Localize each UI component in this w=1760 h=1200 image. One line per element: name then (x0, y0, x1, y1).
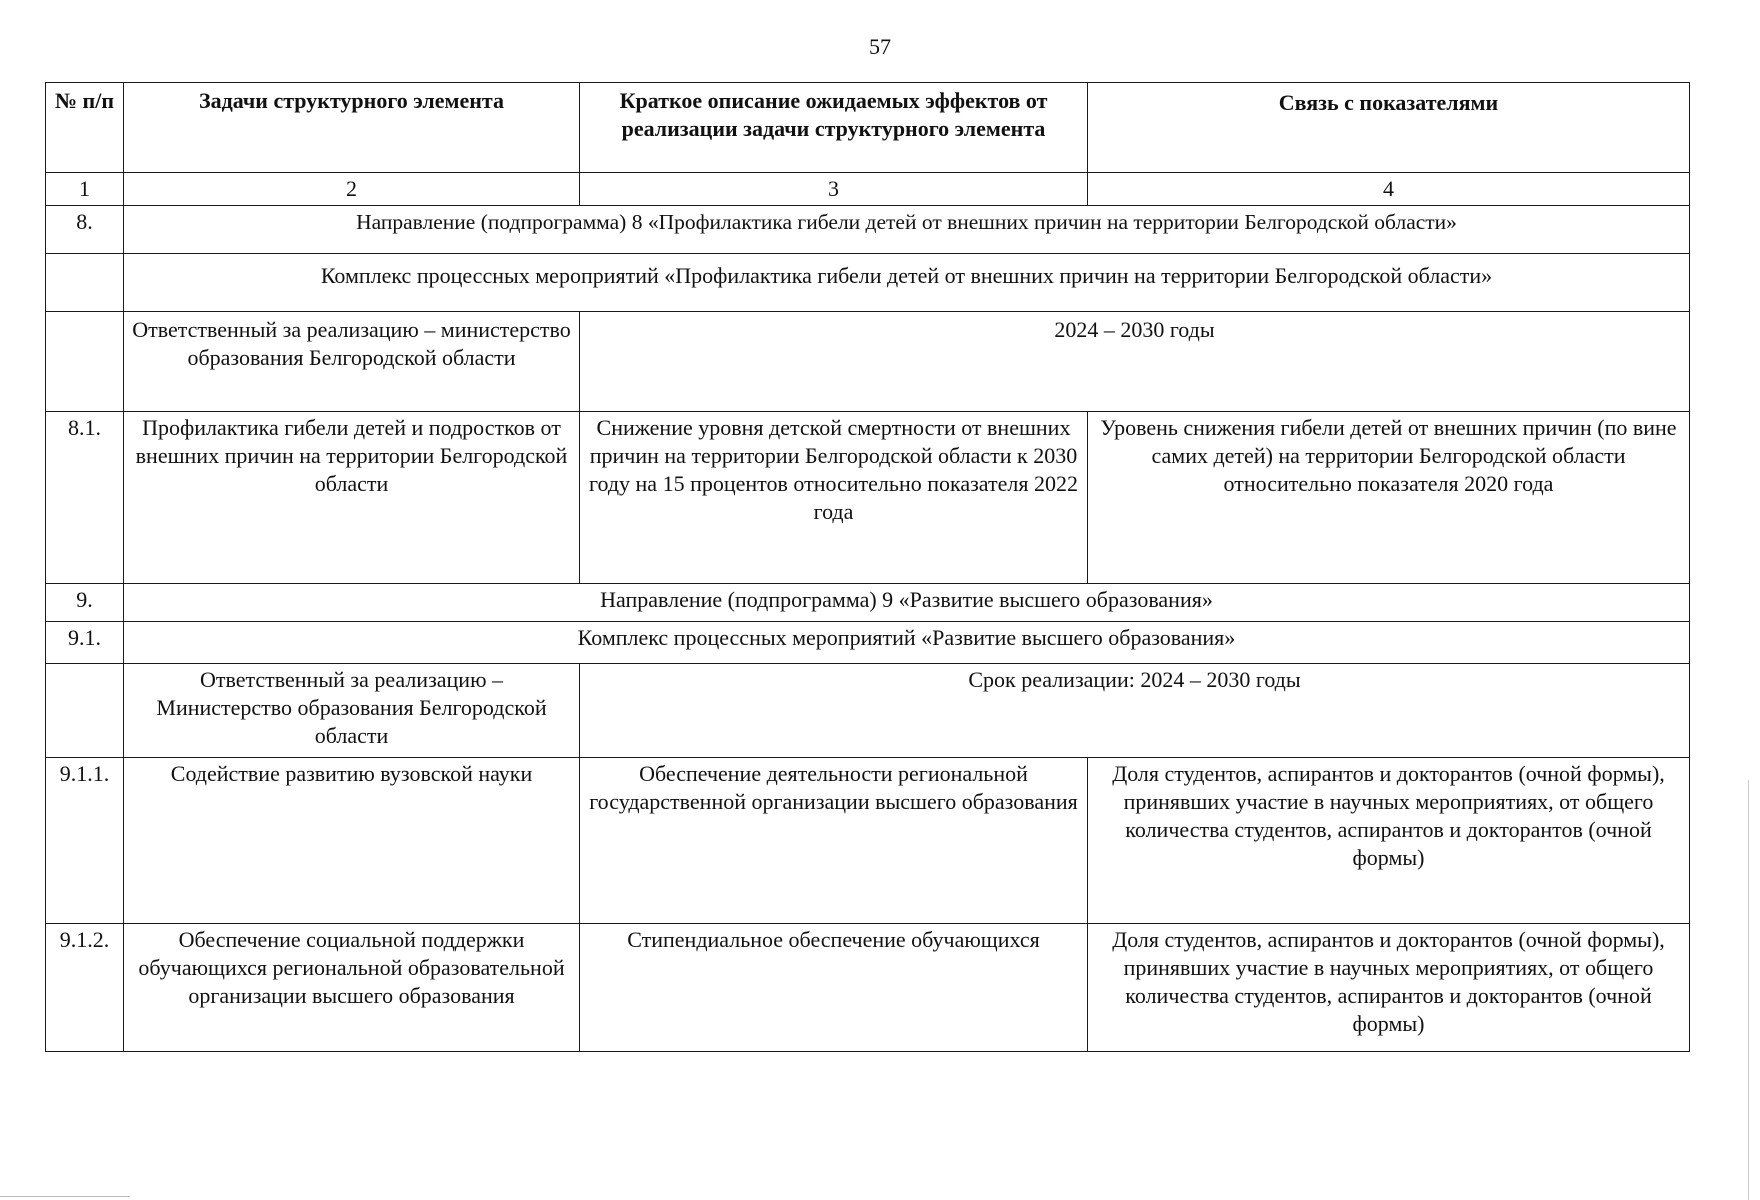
direction-9-number: 9. (46, 584, 124, 622)
direction-8-title: Направление (подпрограмма) 8 «Профилактика гибели детей от внешних причин на территории Белгородской области» (124, 206, 1690, 254)
header-row (46, 83, 1690, 173)
responsible-9-text: Ответственный за реализацию – Министерство образования Белгородской области (124, 664, 580, 758)
task-8-1-number: 8.1. (46, 412, 124, 584)
direction-8-number: 8. (46, 206, 124, 254)
column-number-1: 1 (46, 173, 124, 206)
complex-8-title: Комплекс процессных мероприятий «Профилактика гибели детей от внешних причин на территории Белгородской области» (124, 254, 1690, 312)
task-9-1-2-task: Обеспечение социальной поддержки обучающихся региональной образовательной организации высшего образования (124, 924, 580, 1052)
task-9-1-1-task: Содействие развитию вузовской науки (124, 758, 580, 924)
column-number-3: 3 (580, 173, 1088, 206)
task-9-1-2-row (46, 924, 1690, 1052)
direction-8-row (46, 206, 1690, 254)
structure-table (45, 82, 1690, 1052)
task-9-1-2-indicator: Доля студентов, аспирантов и докторантов (очной формы), принявших участие в научных мероприятиях, от общего количества студентов, аспирантов и докторантов (очной формы) (1088, 924, 1690, 1052)
responsible-8-row (46, 312, 1690, 412)
header-effects: Краткое описание ожидаемых эффектов от реализации задачи структурного элемента (580, 83, 1088, 173)
responsible-9-row (46, 664, 1690, 758)
complex-8-row (46, 254, 1690, 312)
task-8-1-effect: Снижение уровня детской смертности от внешних причин на территории Белгородской области к 2030 году на 15 процентов относительно показателя 2022 года (580, 412, 1088, 584)
complex-9-title: Комплекс процессных мероприятий «Развитие высшего образования» (124, 622, 1690, 664)
responsible-9-term: Срок реализации: 2024 – 2030 годы (580, 664, 1690, 758)
complex-9-number: 9.1. (46, 622, 124, 664)
task-9-1-1-indicator: Доля студентов, аспирантов и докторантов (очной формы), принявших участие в научных мероприятиях, от общего количества студентов, аспирантов и докторантов (очной формы) (1088, 758, 1690, 924)
task-9-1-1-effect: Обеспечение деятельности региональной государственной организации высшего образования (580, 758, 1088, 924)
responsible-8-number (46, 312, 124, 412)
task-9-1-1-row (46, 758, 1690, 924)
responsible-8-term: 2024 – 2030 годы (580, 312, 1690, 412)
column-number-row (46, 173, 1690, 206)
page-number: 57 (869, 34, 891, 59)
header-indicators: Связь с показателями (1088, 83, 1690, 173)
column-number-2: 2 (124, 173, 580, 206)
header-number: № п/п (46, 83, 124, 173)
header-tasks: Задачи структурного элемента (124, 83, 580, 173)
task-8-1-indicator: Уровень снижения гибели детей от внешних причин (по вине самих детей) на территории Белгородской области относительно показателя 2020 года (1088, 412, 1690, 584)
column-number-4: 4 (1088, 173, 1690, 206)
direction-9-row (46, 584, 1690, 622)
responsible-9-number (46, 664, 124, 758)
responsible-8-text: Ответственный за реализацию – министерство образования Белгородской области (124, 312, 580, 412)
complex-8-number (46, 254, 124, 312)
scan-margin-line (1748, 780, 1749, 1200)
scan-edge-line (0, 1196, 130, 1197)
task-9-1-2-effect: Стипендиальное обеспечение обучающихся (580, 924, 1088, 1052)
complex-9-row (46, 622, 1690, 664)
task-9-1-1-number: 9.1.1. (46, 758, 124, 924)
task-8-1-task: Профилактика гибели детей и подростков от внешних причин на территории Белгородской области (124, 412, 580, 584)
task-9-1-2-number: 9.1.2. (46, 924, 124, 1052)
task-8-1-row (46, 412, 1690, 584)
direction-9-title: Направление (подпрограмма) 9 «Развитие высшего образования» (124, 584, 1690, 622)
